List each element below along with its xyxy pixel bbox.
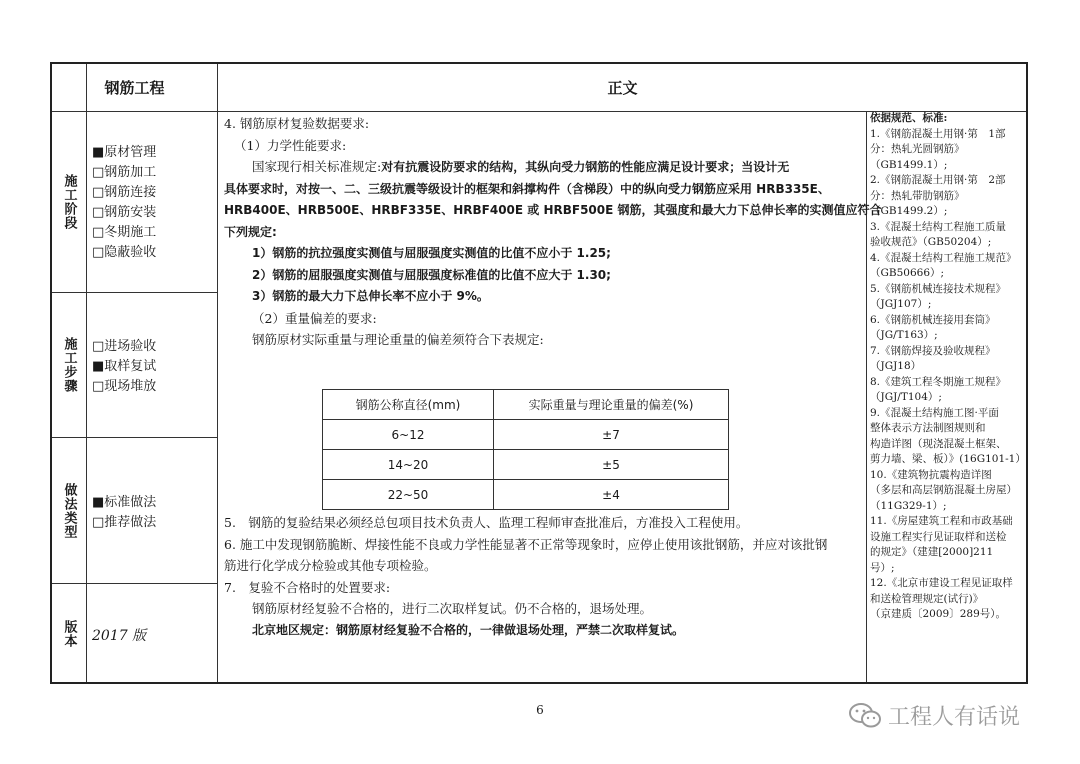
header-main-title: 正文 [607, 79, 638, 97]
body-text-span: 国家现行相关标准规定: [252, 159, 382, 174]
body-line: HRB400E、HRB500E、HRBF335E、HRBF400E 或 HRBF500E 钢筋，其强度和最大力下总伸长率的实测值应符合 [224, 203, 882, 217]
reference-line: 10.《建筑物抗震构造详图 [870, 468, 992, 481]
page-number: 6 [536, 703, 544, 717]
body-line: 1）钢筋的抗拉强度实测值与屈服强度实测值的比值不应小于 1.25; [252, 246, 611, 260]
header-left-title: 钢筋工程 [104, 79, 165, 97]
version-label: 版本 [61, 620, 77, 648]
reference-line: （JGJ107）; [870, 298, 932, 310]
reference-line: 1.《钢筋混凝土用钢·第 1部 [870, 127, 1006, 140]
reference-line: 分：热轧光圆钢筋》 [870, 143, 965, 155]
reference-line: 6.《钢筋机械连接用套筒》 [870, 313, 996, 326]
reference-line: 分：热轧带肋钢筋》 [870, 189, 965, 202]
body-line: （1）力学性能要求: [234, 137, 347, 153]
body-line: 钢筋原材实际重量与理论重量的偏差须符合下表规定: [252, 332, 544, 347]
reference-line: 8.《建筑工程冬期施工规程》 [870, 375, 1007, 388]
option-item: □钢筋连接 [92, 185, 157, 200]
reference-line: （GB1499.1）; [870, 158, 948, 171]
reference-line: 的规定》（建建[2000]211 [870, 546, 994, 558]
deviation-table [322, 389, 729, 510]
table-header: 实际重量与理论重量的偏差(%) [494, 390, 729, 420]
option-item: □现场堆放 [92, 379, 157, 394]
reference-line: （JG/T163）; [870, 329, 938, 341]
reference-line: 号）; [870, 561, 895, 574]
option-item: □冬期施工 [92, 225, 157, 240]
table-header-row [323, 390, 729, 420]
reference-line: 和送检管理规定(试行)》 [870, 592, 984, 605]
body-line: 下列规定: [224, 224, 277, 239]
reference-line: （JGJ/T104）; [870, 391, 942, 403]
table-row [323, 450, 729, 480]
body-line: 5. 钢筋的复验结果必须经总包项目技术负责人、监理工程师审查批准后，方准投入工程使用。 [224, 515, 749, 530]
reference-line: 12.《北京市建设工程见证取样 [870, 577, 1013, 589]
references [870, 111, 1030, 623]
reference-line: 7.《钢筋焊接及验收规程》 [870, 344, 996, 357]
reference-line: （GB1499.2）; [870, 205, 948, 217]
reference-line: 剪力墙、梁、板）》(16G101-1） [870, 453, 1026, 465]
reference-line: 整体表示方法制图规则和 [870, 422, 986, 434]
stage-label: 施工阶段 [61, 174, 77, 230]
steps-options [92, 337, 156, 397]
reference-line: 验收规范》（GB50204）; [870, 236, 992, 248]
option-item: ■取样复试 [92, 359, 157, 374]
table-cell: ±5 [494, 450, 729, 480]
body-text-lower [224, 512, 864, 641]
body-line [224, 156, 864, 179]
option-item: □进场验收 [92, 339, 157, 354]
body-line: 2）钢筋的屈服强度实测值与屈服强度标准值的比值不应大于 1.30; [252, 267, 611, 282]
references-title: 依据规范、标准: [870, 112, 948, 124]
option-item: ■标准做法 [92, 495, 157, 510]
version-value: 2017 版 [92, 628, 147, 644]
method-label: 做法类型 [61, 482, 77, 539]
table-row [323, 420, 729, 450]
body-bold-span: 对有抗震设防要求的结构，其纵向受力钢筋的性能应满足设计要求；当设计无 [381, 160, 790, 174]
reference-line: （11G329-1）; [870, 499, 947, 512]
table-cell: 14~20 [323, 450, 494, 480]
divider [86, 64, 87, 682]
table-cell: 22~50 [323, 480, 494, 510]
table-header: 钢筋公称直径(mm) [323, 390, 494, 420]
steps-label: 施工步骤 [61, 337, 77, 393]
table-row [323, 480, 729, 510]
stage-options [92, 143, 156, 263]
reference-line: （多层和高层钢筋混凝土房屋） [870, 484, 1017, 496]
reference-line: （JGJ18） [870, 360, 922, 372]
reference-line: 5.《钢筋机械连接技术规程》 [870, 282, 1007, 295]
reference-line: 11.《房屋建筑工程和市政基础 [870, 515, 1013, 527]
reference-line: （GB50666）; [870, 267, 945, 279]
reference-line: 设施工程实行见证取样和送检 [870, 530, 1007, 543]
document-table [50, 62, 1028, 684]
watermark-text: 工程人有话说 [888, 705, 1021, 730]
option-item: ■原材管理 [92, 145, 157, 160]
body-line: 7. 复验不合格时的处置要求: [224, 579, 391, 595]
table-cell: ±7 [494, 420, 729, 450]
method-options [92, 493, 156, 533]
body-text [224, 113, 882, 351]
wechat-icon [848, 702, 882, 730]
watermark [848, 700, 1020, 731]
body-line: 6. 施工中发现钢筋脆断、焊接性能不良或力学性能显著不正常等现象时，应停止使用该批钢筋，并应对该批钢 [224, 536, 828, 552]
reference-line: （京建质〔2009〕289号）。 [870, 608, 1007, 620]
table-cell: ±4 [494, 480, 729, 510]
reference-line: 2.《钢筋混凝土用钢·第 2部 [870, 174, 1006, 186]
body-line: 4. 钢筋原材复验数据要求: [224, 116, 370, 131]
body-line: 北京地区规定：钢筋原材经复验不合格的，一律做退场处理，严禁二次取样复试。 [252, 622, 685, 637]
body-line: 筋进行化学成分检验或其他专项检验。 [224, 558, 437, 573]
body-line: 具体要求时，对按一、二、三级抗震等级设计的框架和斜撑构件（含梯段）中的纵向受力钢筋应采用 HRB335E、 [224, 181, 830, 196]
option-item: □钢筋安装 [92, 205, 157, 220]
reference-line: 4.《混凝土结构工程施工规范》 [870, 251, 1017, 264]
divider [866, 111, 867, 682]
option-item: □钢筋加工 [92, 165, 157, 180]
body-line: 3）钢筋的最大力下总伸长率不应小于 9%。 [252, 289, 489, 303]
reference-line: 构造详图（现浇混凝土框架、 [870, 437, 1007, 450]
reference-line: 3.《混凝土结构工程施工质量 [870, 220, 1007, 233]
divider [217, 64, 218, 682]
body-line: 钢筋原材经复验不合格的，进行二次取样复试。仍不合格的，退场处理。 [252, 601, 653, 616]
option-item: □推荐做法 [92, 515, 157, 530]
reference-line: 9.《混凝土结构施工图·平面 [870, 406, 999, 419]
references-list [870, 127, 1030, 623]
table-cell: 6~12 [323, 420, 494, 450]
option-item: □隐蔽验收 [92, 245, 157, 260]
body-line: （2）重量偏差的要求: [252, 310, 377, 326]
